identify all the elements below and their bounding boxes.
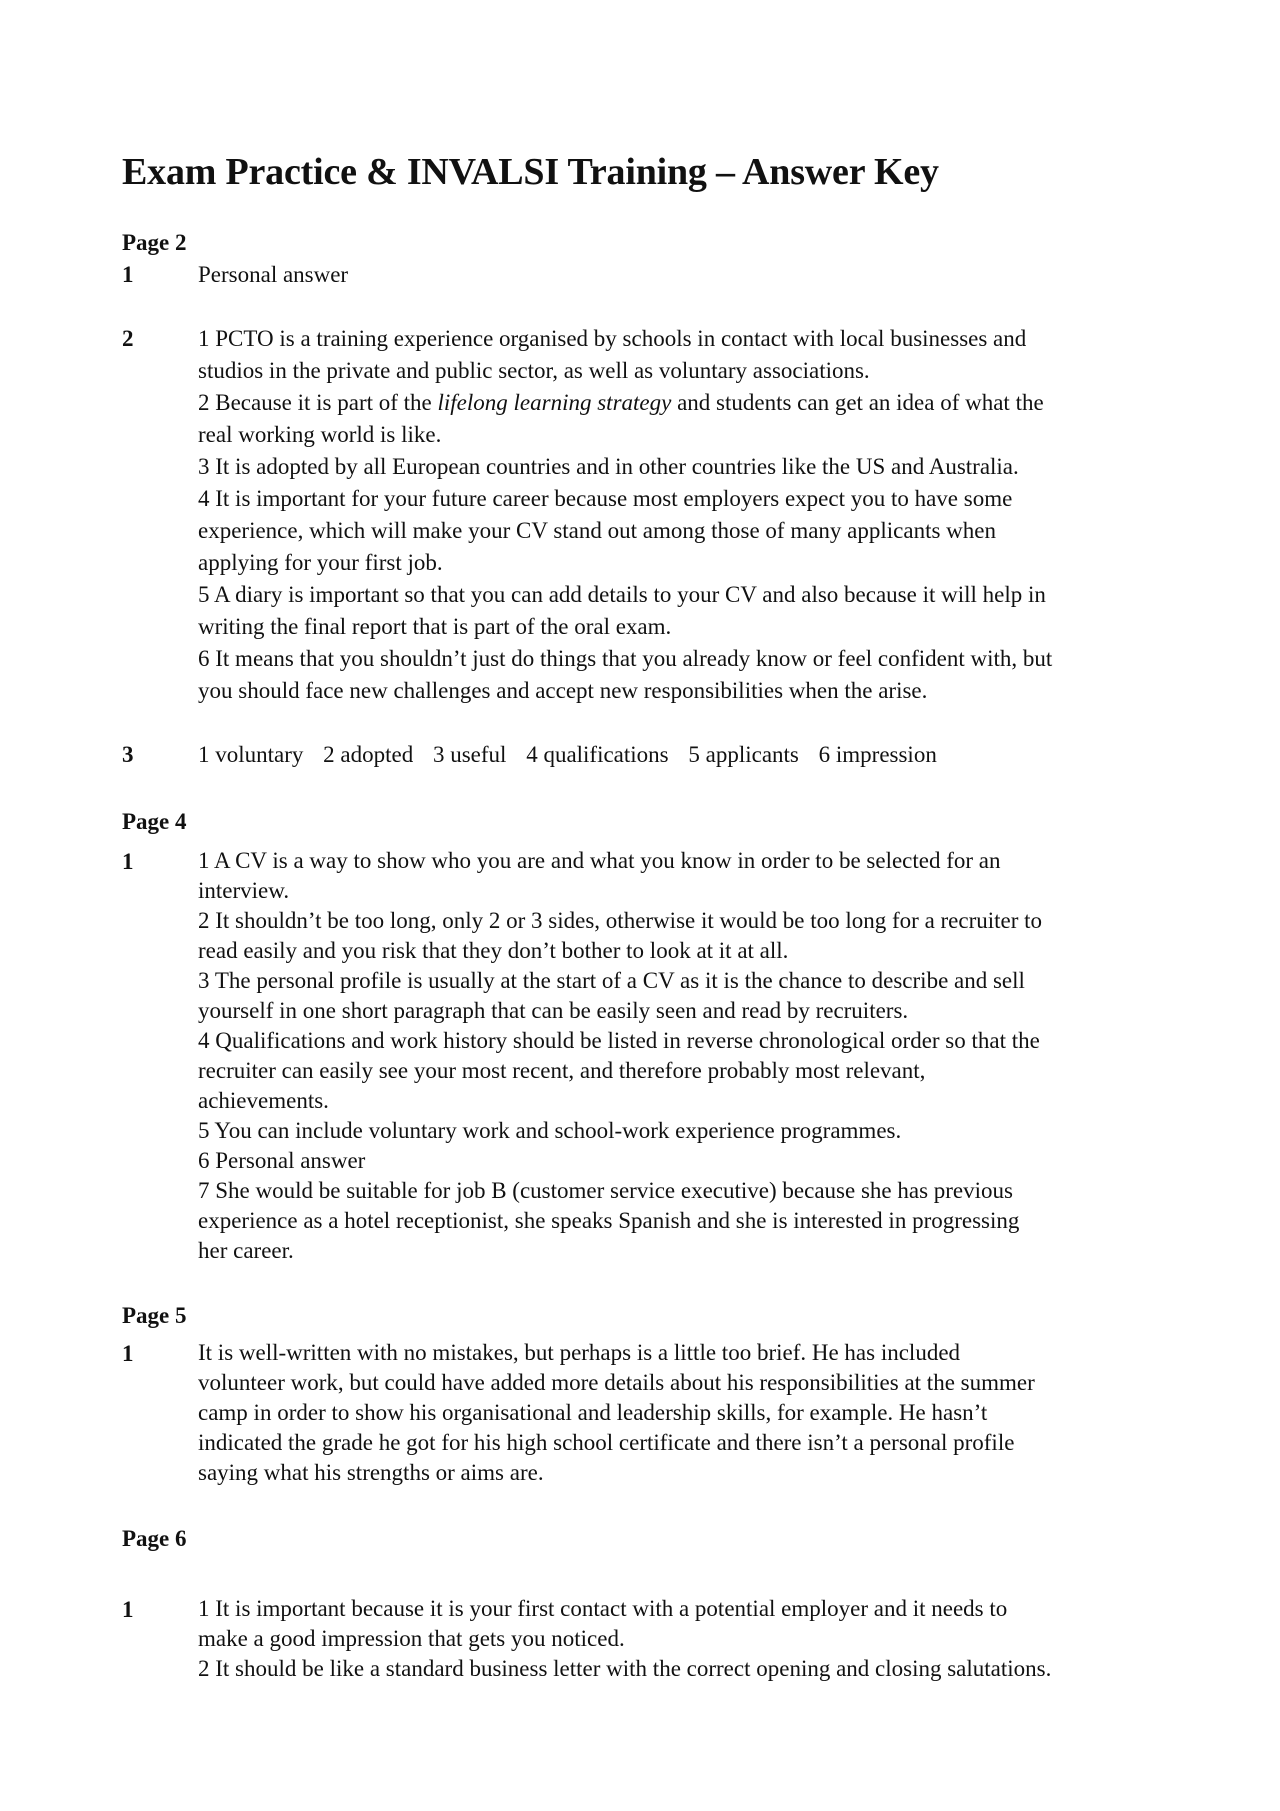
answer-line: volunteer work, but could have added more details about his responsibilities at the summer [198,1370,1035,1395]
answer-list [198,846,1198,1266]
answer-line: 3 The personal profile is usually at the start of a CV as it is the chance to describe and sell [198,968,1025,993]
answer-line: you should face new challenges and accept new responsibilities when the arise. [198,678,928,703]
answer-line: her career. [198,1238,294,1263]
answer-list [198,323,1198,707]
answer-line: camp in order to show his organisational and leadership skills, for example. He hasn’t [198,1400,988,1425]
section-heading-page-2: Page 2 [122,230,187,255]
answer-word: 3 useful [432,742,507,767]
answer-line: writing the final report that is part of the oral exam. [198,614,672,639]
question-number: 1 [122,1597,134,1622]
answer-line: 2 It should be like a standard business letter with the correct opening and closing salutations. [198,1656,1052,1681]
italic-term: lifelong learning strategy [437,390,672,415]
answer-text-segment: 2 Because it is part of the [198,390,438,415]
answer-line: 7 She would be suitable for job B (customer service executive) because she has previous [198,1178,1013,1203]
section-heading-page-5: Page 5 [122,1303,187,1328]
answer-word: 1 voluntary [198,742,304,767]
answer-line: 5 A diary is important so that you can add details to your CV and also because it will help in [198,582,1046,607]
answer-line: applying for your first job. [198,550,443,575]
answer-line: 6 Personal answer [198,1148,366,1173]
answer-line: 1 PCTO is a training experience organised by schools in contact with local businesses and [198,326,1027,351]
answer-line: studios in the private and public sector, as well as voluntary associations. [198,358,870,383]
answer-line: experience as a hotel receptionist, she speaks Spanish and she is interested in progressing [198,1208,1020,1233]
answer-paragraph [198,1338,1198,1488]
question-number: 1 [122,849,134,874]
document-title: Exam Practice & INVALSI Training – Answer Key [122,151,939,193]
answer-line: 1 A CV is a way to show who you are and what you know in order to be selected for an [198,848,1001,873]
answer-word-list [198,739,1198,771]
section-heading-page-6: Page 6 [122,1526,187,1551]
question-number: 2 [122,326,134,351]
answer-word: 4 qualifications [526,742,669,767]
answer-line: 1 It is important because it is your first contact with a potential employer and it needs to [198,1596,1008,1621]
answer-line: yourself in one short paragraph that can be easily seen and read by recruiters. [198,998,909,1023]
answer-word: 5 applicants [688,742,799,767]
answer-line: saying what his strengths or aims are. [198,1460,544,1485]
question-number: 1 [122,1341,134,1366]
answer-line: Personal answer [198,262,349,287]
answer-line: recruiter can easily see your most recent, and therefore probably most relevant, [198,1058,926,1083]
section-heading-page-4: Page 4 [122,809,187,834]
answer-line: achievements. [198,1088,329,1113]
answer-text [198,259,1198,291]
answer-line [198,387,1198,419]
answer-line: interview. [198,878,290,903]
answer-list [198,1594,1198,1684]
question-number: 1 [122,262,134,287]
answer-line: 3 It is adopted by all European countries and in other countries like the US and Australia. [198,454,1019,479]
answer-line: 4 It is important for your future career because most employers expect you to have some [198,486,1013,511]
answer-line: It is well-written with no mistakes, but perhaps is a little too brief. He has included [198,1340,961,1365]
answer-line: indicated the grade he got for his high school certificate and there isn’t a personal profile [198,1430,1015,1455]
answer-text-segment: and students can get an idea of what the [671,390,1044,415]
answer-line: 6 It means that you shouldn’t just do things that you already know or feel confident with, but [198,646,1053,671]
answer-line: 5 You can include voluntary work and school-work experience programmes. [198,1118,902,1143]
answer-line: 2 It shouldn’t be too long, only 2 or 3 sides, otherwise it would be too long for a recruiter to [198,908,1043,933]
question-number: 3 [122,742,134,767]
answer-line: experience, which will make your CV stand out among those of many applicants when [198,518,996,543]
answer-line: make a good impression that gets you noticed. [198,1626,625,1651]
answer-word: 2 adopted [323,742,414,767]
answer-word: 6 impression [818,742,937,767]
answer-line: read easily and you risk that they don’t bother to look at it at all. [198,938,789,963]
answer-line: 4 Qualifications and work history should be listed in reverse chronological order so that the [198,1028,1040,1053]
answer-line: real working world is like. [198,422,442,447]
